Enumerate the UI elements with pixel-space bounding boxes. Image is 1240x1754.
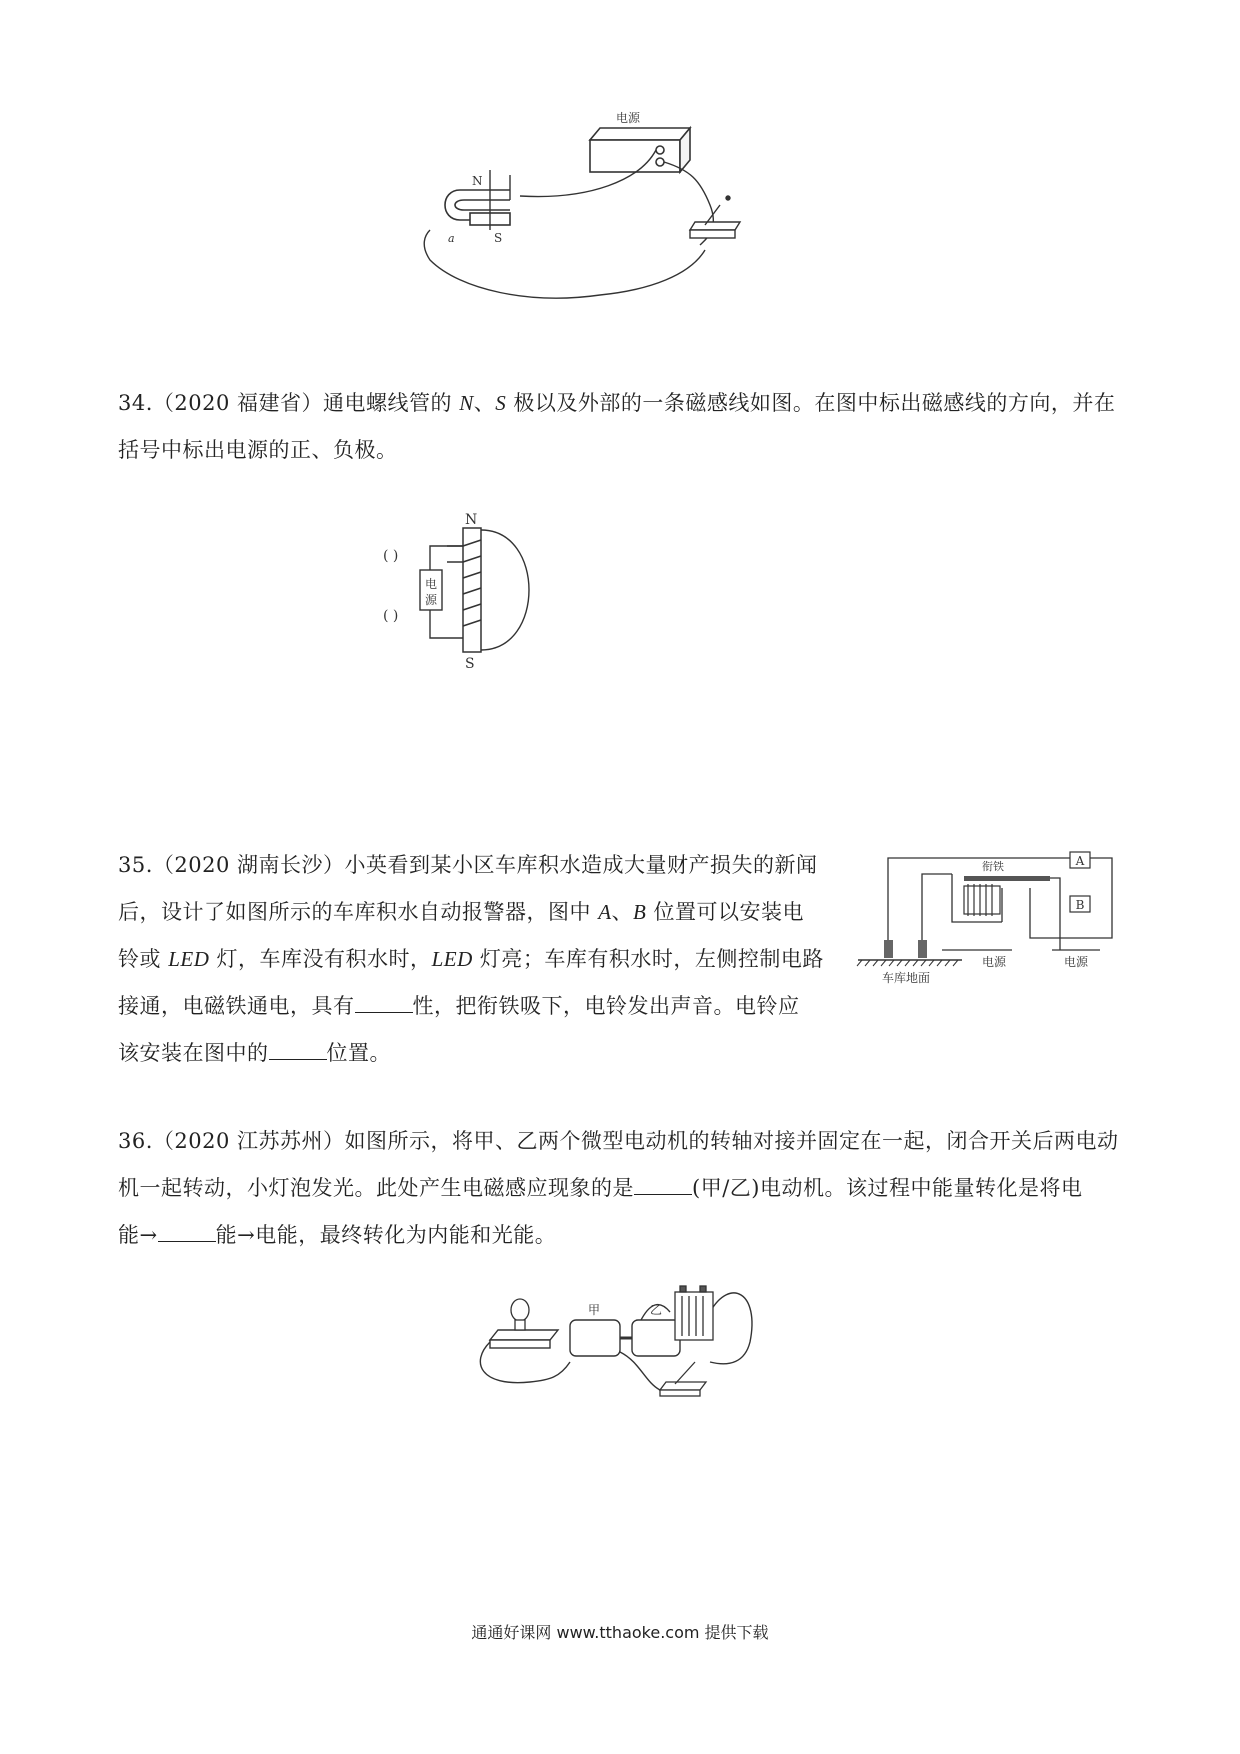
text-segment: 、 (473, 391, 496, 415)
alarm-box-b-label: B (1075, 898, 1085, 912)
question-source: （2020 江苏苏州） (152, 1129, 345, 1153)
solenoid-n-label: N (465, 512, 478, 528)
alarm-box-a-label: A (1075, 854, 1085, 868)
text-segment: 灯亮；车库有积水时，左侧控制电路 (472, 947, 824, 971)
magnetic-field-line (481, 530, 529, 650)
light-bulb (511, 1299, 529, 1330)
text-segment: 极以及外部的一条磁感线如图。在图中标出磁感线的方向，并在 (506, 391, 1116, 415)
armature-bar (964, 876, 1050, 881)
text-segment: 能→电能，最终转化为内能和光能。 (215, 1223, 557, 1247)
figure-water-alarm (852, 850, 1122, 1000)
electromagnet-core (964, 886, 1000, 914)
text-segment: 如图所示，将甲、乙两个微型电动机的转轴对接并固定在一起，闭合开关后两电动 (344, 1129, 1119, 1153)
solenoid-core (463, 528, 481, 652)
probe-left (884, 940, 893, 958)
text-segment: 位置可以安装电 (646, 900, 805, 924)
text-segment: 机一起转动，小灯泡发光。此处产生电磁感应现象的是 (118, 1176, 634, 1200)
text-segment: 、 (611, 900, 634, 924)
lamp-base (490, 1330, 558, 1348)
answer-blank[interactable] (158, 1221, 216, 1242)
symbol-b: B (633, 900, 647, 924)
motor-yi-label: 乙 (650, 1303, 663, 1317)
switch (660, 1362, 706, 1396)
power-label-1: 电源 (982, 955, 1007, 969)
text-segment: (甲/乙)电动机。该过程中能量转化是将电 (692, 1176, 1083, 1200)
motor-jia-label: 甲 (588, 1303, 601, 1317)
garage-floor-label: 车库地面 (882, 971, 931, 985)
question-34 (118, 380, 1115, 474)
page-footer: 通通好课网 www.tthaoke.com 提供下载 (471, 1623, 769, 1642)
text-segment: 灯，车库没有积水时， (209, 947, 432, 971)
text-segment: 小英看到某小区车库积水造成大量财产损失的新闻 (344, 853, 818, 877)
figure-induction-apparatus (450, 110, 790, 310)
answer-blank[interactable] (355, 992, 413, 1013)
armature-label: 衔铁 (982, 860, 1004, 873)
rod-a-label: a (448, 232, 455, 245)
paren-top: ( ) (383, 548, 399, 564)
horseshoe-magnet (445, 190, 510, 225)
text-segment: 通电螺线管的 (323, 391, 460, 415)
pole-n-label: N (472, 174, 483, 188)
power-source-char2: 源 (424, 593, 438, 607)
answer-blank[interactable] (269, 1039, 327, 1060)
symbol-a: A (598, 900, 612, 924)
text-segment: 位置。 (326, 1041, 391, 1065)
text-segment: 性，把衔铁吸下，电铃发出声音。电铃应 (412, 994, 800, 1018)
pole-s-label: S (494, 231, 503, 245)
symbol-n: N (459, 391, 474, 415)
text-segment: 该安装在图中的 (118, 1041, 269, 1065)
power-source-char1: 电 (424, 577, 438, 591)
knife-switch (690, 196, 740, 238)
text-segment: 铃或 (118, 947, 169, 971)
symbol-led: LED (168, 947, 210, 971)
power-label-2: 电源 (1064, 955, 1089, 969)
text-segment: 后，设计了如图所示的车库积水自动报警器，图中 (118, 900, 599, 924)
motor-yi (632, 1320, 680, 1356)
probe-right (918, 940, 927, 958)
battery (675, 1286, 713, 1340)
question-number: 34. (118, 391, 153, 415)
paren-bottom: ( ) (383, 608, 399, 624)
question-number: 35. (118, 853, 153, 877)
question-source: （2020 湖南长沙） (152, 853, 345, 877)
figure-motors (470, 1282, 770, 1412)
symbol-led: LED (431, 947, 473, 971)
question-number: 36. (118, 1129, 153, 1153)
power-supply-label: 电源 (615, 111, 641, 125)
figure-solenoid (375, 510, 555, 670)
solenoid-s-label: S (465, 656, 475, 672)
question-36 (118, 1118, 1119, 1259)
question-source: （2020 福建省） (152, 391, 324, 415)
answer-blank[interactable] (634, 1174, 692, 1195)
question-35 (118, 842, 824, 1077)
motor-jia (570, 1320, 620, 1356)
text-segment: 接通，电磁铁通电，具有 (118, 994, 355, 1018)
symbol-s: S (495, 391, 507, 415)
text-segment: 能→ (118, 1223, 158, 1247)
text-line: 括号中标出电源的正、负极。 (118, 438, 398, 462)
